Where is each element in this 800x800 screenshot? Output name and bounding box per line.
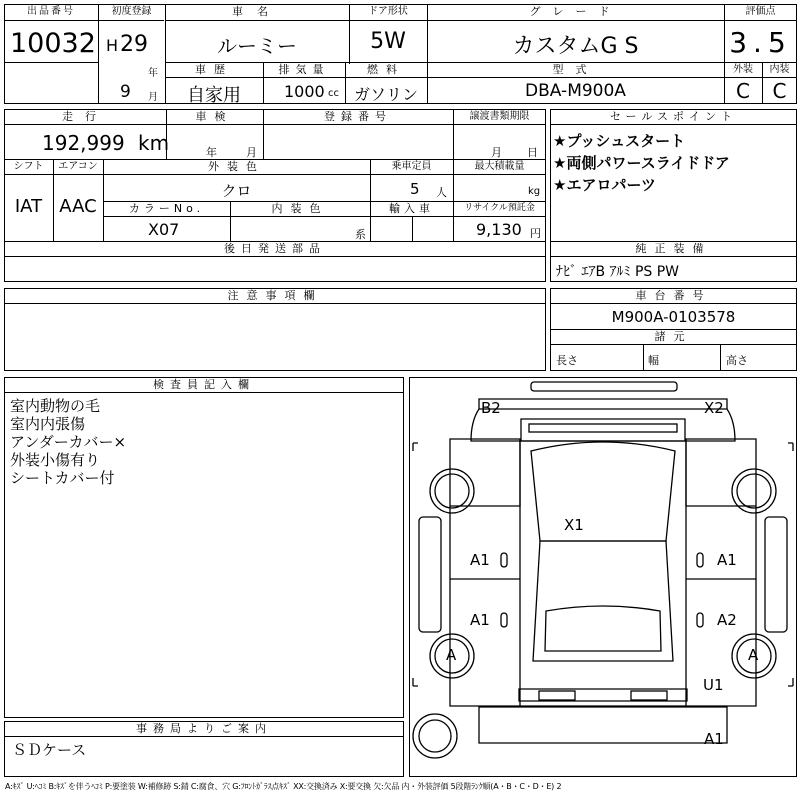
sales-point-1: ★プッシュスタート xyxy=(553,132,686,150)
chassis-number-label: 車台番号 xyxy=(635,289,712,302)
score-label: 評価点 xyxy=(745,6,776,17)
interior-label: 内装 xyxy=(769,64,790,75)
exterior-color-label: 外装色 xyxy=(208,160,265,173)
damage-mark-a1-front-left: A1 xyxy=(470,551,490,569)
transfer-month-unit: 月 xyxy=(491,146,502,159)
transfer-deadline-label: 譲渡書類期限 xyxy=(469,111,530,122)
damage-mark-b2: B2 xyxy=(481,399,501,417)
fuel: ガソリン xyxy=(353,85,418,104)
exterior-color: クロ xyxy=(221,182,252,200)
inspector-line-2: 室内内張傷 xyxy=(10,415,86,433)
length-label: 長さ xyxy=(556,354,578,367)
recycle-deposit-label: リサイクル預託金 xyxy=(464,203,535,213)
notes-label: 注意事項欄 xyxy=(227,289,323,302)
interior-grade: C xyxy=(772,79,787,103)
recycle-unit: 円 xyxy=(530,227,541,240)
shift: IAT xyxy=(14,196,43,217)
inspector-line-5: シートカバー付 xyxy=(10,469,115,487)
grade-label: グレード xyxy=(529,5,622,18)
grade: カスタムG S xyxy=(512,34,639,59)
damage-mark-a-right-wheel: A xyxy=(748,646,759,664)
registration-number-label: 登録番号 xyxy=(324,110,392,123)
shift-label: シフト xyxy=(13,161,44,172)
car-name-label: 車名 xyxy=(232,5,282,18)
inspection-year-unit: 年 xyxy=(206,146,217,159)
capacity-unit: 人 xyxy=(436,186,447,199)
sales-point-2: ★両側パワースライドドア xyxy=(553,154,730,172)
first-registration-year: 29 xyxy=(120,32,148,57)
import-label: 輸入車 xyxy=(389,202,434,215)
car-name: ルーミー xyxy=(217,34,297,58)
year-unit: 年 xyxy=(148,68,158,79)
aircon-label: エアコン xyxy=(58,161,98,172)
genuine-equipment-label: 純正装備 xyxy=(635,242,712,255)
max-load-unit: kg xyxy=(528,186,541,197)
later-parts-label: 後日発送部品 xyxy=(224,242,326,255)
history-label: 車歴 xyxy=(195,63,233,76)
inspection-label: 車検 xyxy=(195,110,234,123)
lot-number-label: 出品番号 xyxy=(27,6,75,17)
office-note: ＳＤケース xyxy=(12,741,87,759)
capacity-label: 乗車定員 xyxy=(391,161,432,172)
displacement-unit: cc xyxy=(328,88,339,99)
sales-point-3: ★エアロパーツ xyxy=(553,176,656,194)
history: 自家用 xyxy=(187,85,241,106)
color-number-label: カラーNo. xyxy=(128,202,205,215)
damage-mark-a1-front-right: A1 xyxy=(717,551,737,569)
displacement: 1000 xyxy=(284,82,325,101)
inspector-line-1: 室内動物の毛 xyxy=(10,397,101,415)
genuine-equipment: ﾅﾋﾞ ｴｱB ｱﾙﾐ PS PW xyxy=(556,264,680,280)
mileage: 192,999 xyxy=(42,131,125,155)
damage-mark-a1-rear-bumper: A1 xyxy=(704,730,724,748)
exterior-label: 外装 xyxy=(733,64,753,75)
color-number: X07 xyxy=(148,220,180,239)
model: DBA-M900A xyxy=(525,81,626,101)
door-type: 5W xyxy=(370,29,406,54)
height-label: 高さ xyxy=(726,354,748,367)
damage-mark-a-left-wheel: A xyxy=(446,646,457,664)
legend: A:ｷｽﾞ U:ﾍｺﾐ B:ｷｽﾞを伴うﾍｺﾐ P:要塗装 W:補修跡 S:錆 C:腐食、穴 G:ﾌﾛﾝﾄｶﾞﾗｽ点ｷｽﾞ XX:交換済み X:要交換 欠:欠品 内・外装評価 5段階ﾗﾝｸ順(A・B・C・D・E) 2 xyxy=(5,782,562,791)
inspector-line-4: 外装小傷有り xyxy=(10,451,101,469)
recycle-deposit: 9,130 xyxy=(476,220,522,239)
sales-point-label: セールスポイント xyxy=(609,110,737,123)
width-label: 幅 xyxy=(648,354,659,367)
door-label: ドア形状 xyxy=(368,6,408,17)
damage-mark-a2-rear-right: A2 xyxy=(717,611,737,629)
first-registration-label: 初度登録 xyxy=(111,6,152,17)
capacity: 5 xyxy=(410,180,420,198)
interior-color-label: 内装色 xyxy=(271,202,329,215)
transfer-day-unit: 日 xyxy=(527,146,538,159)
fuel-label: 燃料 xyxy=(367,63,405,76)
inspector-line-3: アンダーカバー× xyxy=(10,433,127,451)
exterior-grade: C xyxy=(736,79,750,103)
office-label: 事務局よりご案内 xyxy=(136,722,272,735)
mileage-unit: km xyxy=(138,131,170,155)
damage-mark-a1-rear-left: A1 xyxy=(470,611,490,629)
car-outline xyxy=(410,378,796,776)
damage-mark-u1: U1 xyxy=(703,676,724,694)
inspection-month-unit: 月 xyxy=(246,146,257,159)
damage-mark-x1: X1 xyxy=(564,516,584,534)
lot-number: 10032 xyxy=(10,28,96,59)
inspector-label: 検査員記入欄 xyxy=(153,378,255,391)
aircon: AAC xyxy=(59,196,97,217)
first-registration-month: 9 xyxy=(120,82,131,102)
month-unit: 月 xyxy=(148,92,158,103)
interior-color-unit: 系 xyxy=(355,228,366,241)
damage-mark-x2: X2 xyxy=(704,399,724,417)
era-letter: H xyxy=(106,36,119,55)
score: 3.5 xyxy=(729,26,792,59)
damage-diagram xyxy=(409,377,797,777)
max-load-label: 最大積載量 xyxy=(474,161,525,172)
displacement-label: 排気量 xyxy=(278,63,330,76)
specs-label: 諸元 xyxy=(654,330,693,343)
chassis-number: M900A-0103578 xyxy=(611,308,736,326)
mileage-label: 走行 xyxy=(62,110,108,123)
model-label: 型式 xyxy=(552,63,599,76)
